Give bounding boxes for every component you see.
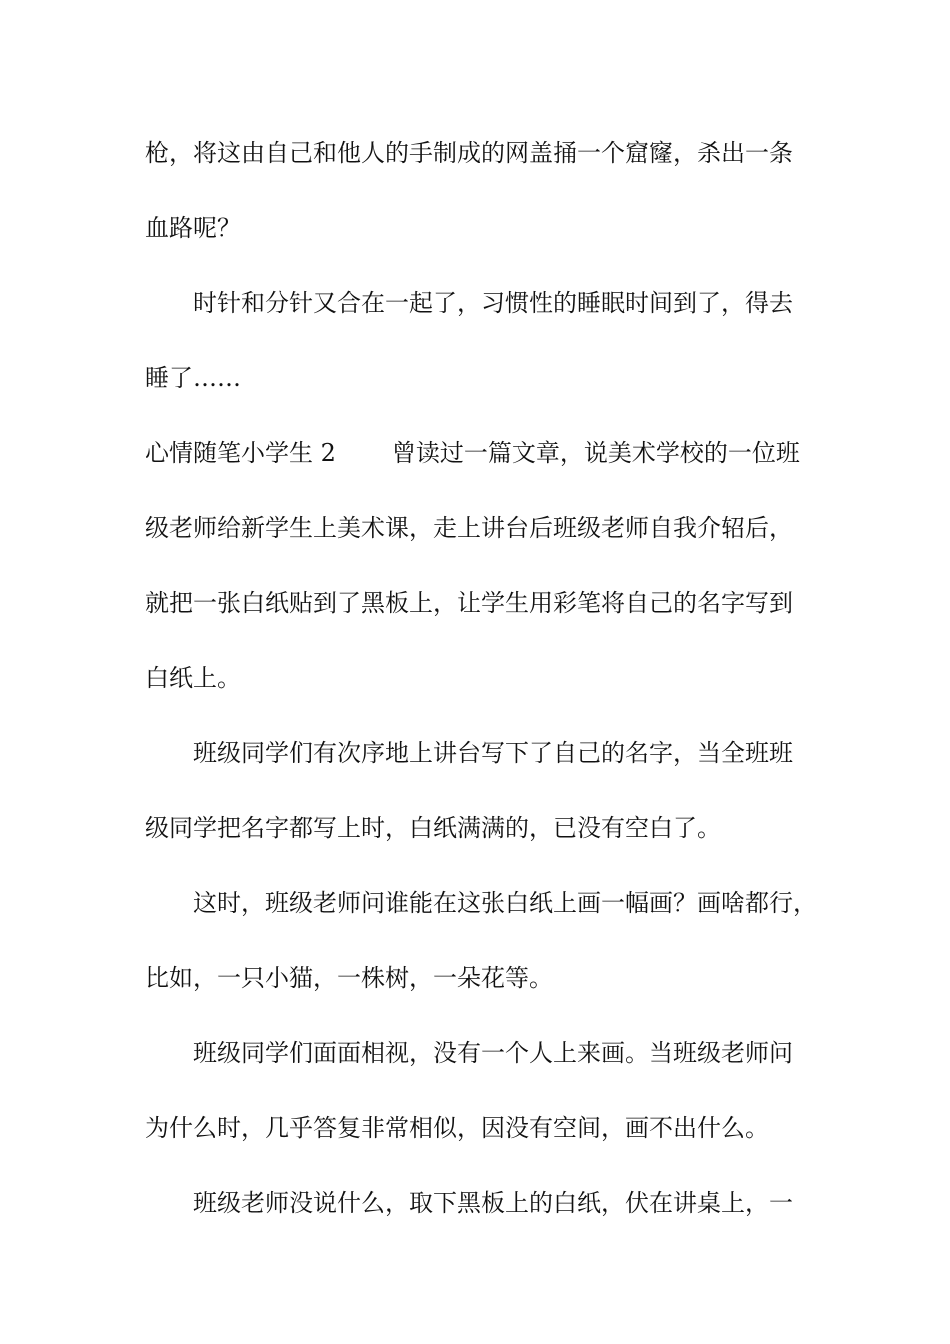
text-line-7: 就把一张白纸贴到了黑板上，让学生用彩笔将自己的名字写到: [145, 589, 793, 617]
section-heading-line: [145, 438, 825, 468]
text-line-8: 白纸上。: [145, 664, 241, 692]
text-line-1: 枪，将这由自己和他人的手制成的网盖捅一个窟窿，杀出一条: [145, 139, 793, 167]
text-line-2: 血路呢？: [145, 214, 241, 242]
paragraph-first-line: 班级同学们有次序地上讲台写下了自己的名字，当全班班: [193, 739, 793, 767]
text-line-6: 级老师给新学生上美术课，走上讲台后班级老师自我介轺后，: [145, 514, 793, 542]
paragraph-first-line: 班级同学们面面相视，没有一个人上来画。当班级老师问: [193, 1039, 793, 1067]
paragraph-first-line: 这时，班级老师问谁能在这张白纸上画一幅画？画啥都行，: [193, 889, 817, 917]
text-line-12: 比如，一只小猫，一株树，一朵花等。: [145, 964, 553, 992]
text-line-14: 为什么时，几乎答复非常相似，因没有空间，画不出什么。: [145, 1114, 769, 1142]
text-line-4: 睡了……: [145, 364, 241, 392]
section-first-line: 曾读过一篇文章，说美术学校的一位班: [391, 439, 800, 467]
paragraph-first-line: 班级老师没说什么，取下黑板上的白纸，伏在讲桌上，一: [193, 1189, 793, 1217]
paragraph-first-line: 时针和分针又合在一起了，习惯性的睡眠时间到了，得去: [193, 289, 793, 317]
text-line-10: 级同学把名字都写上时，白纸满满的，已没有空白了。: [145, 814, 721, 842]
section-heading: 心情随笔小学生 2: [145, 439, 336, 467]
